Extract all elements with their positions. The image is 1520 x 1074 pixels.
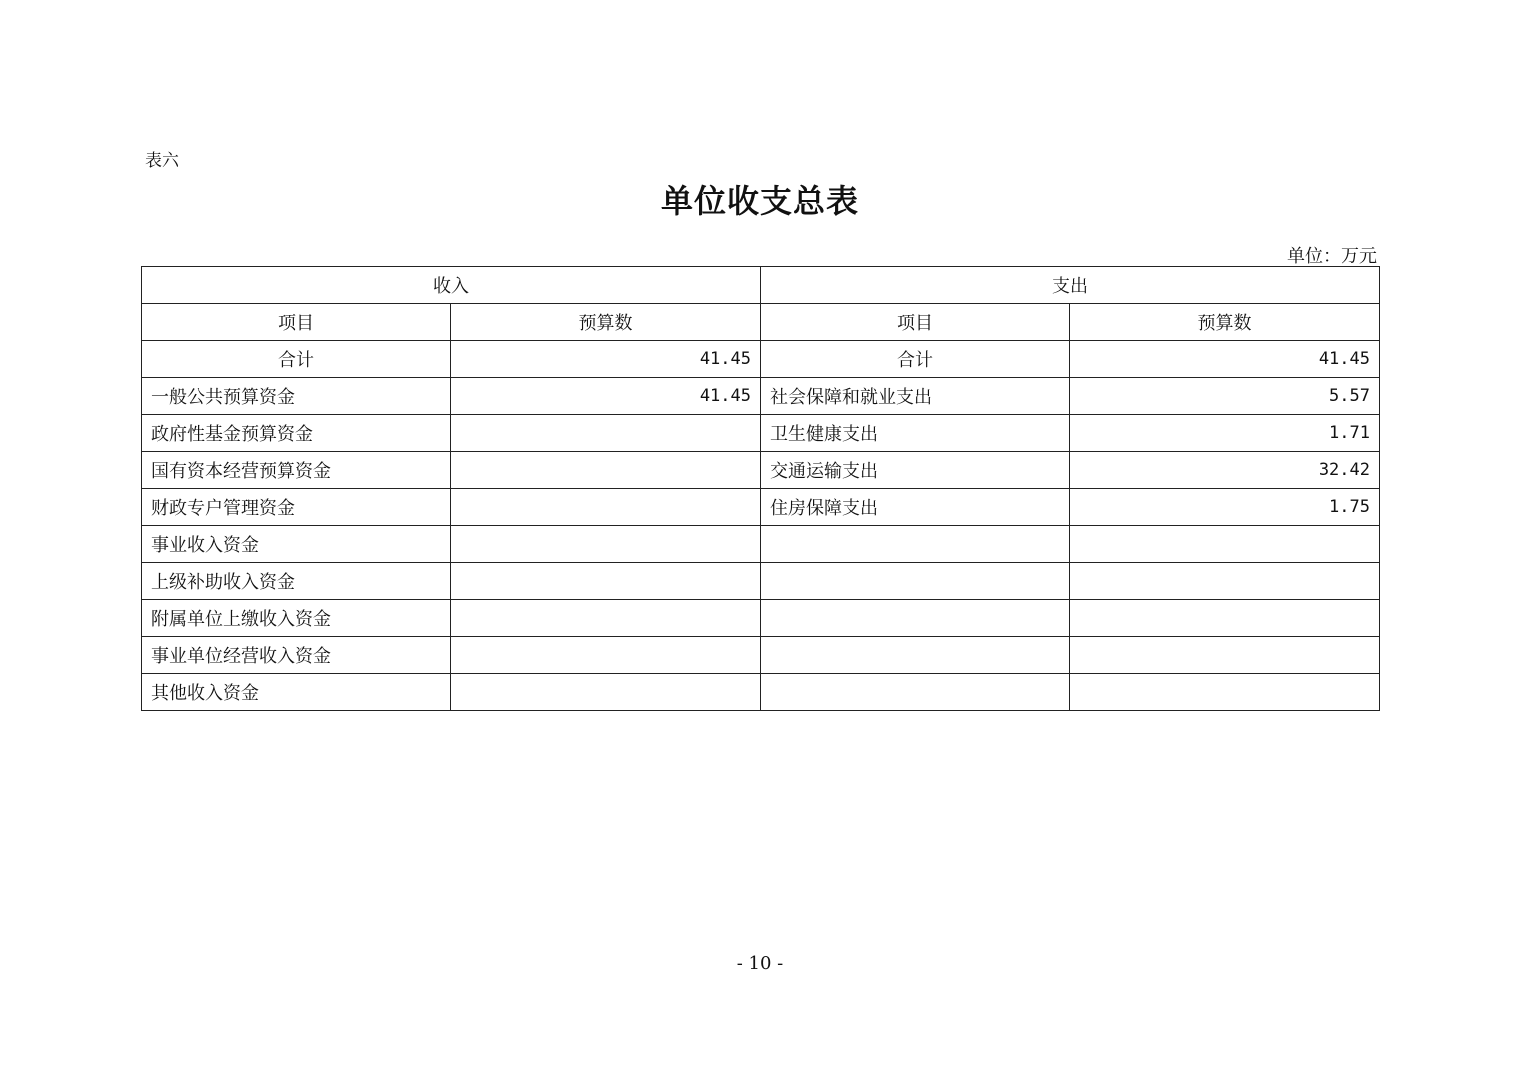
expense-amount-cell: [1070, 563, 1380, 600]
income-item-cell: 其他收入资金: [142, 674, 451, 711]
unit-note: 单位：万元: [1287, 246, 1377, 267]
income-item-cell: 合计: [142, 341, 451, 378]
page-number: - 10 -: [736, 953, 784, 974]
income-budget-column-header: 预算数: [451, 304, 761, 341]
table-row: [142, 563, 1380, 600]
income-amount-cell: [451, 563, 761, 600]
expense-amount-cell: [1070, 600, 1380, 637]
table-row: [142, 600, 1380, 637]
expense-item-cell: [761, 600, 1070, 637]
expense-amount-cell: 32.42: [1070, 452, 1380, 489]
table-row: [142, 526, 1380, 563]
expense-section-header: 支出: [761, 267, 1380, 304]
page-title: 单位收支总表: [660, 182, 859, 220]
expense-item-cell: 卫生健康支出: [761, 415, 1070, 452]
income-amount-cell: 41.45: [451, 378, 761, 415]
income-item-column-header: 项目: [142, 304, 451, 341]
expense-item-cell: [761, 526, 1070, 563]
expense-amount-cell: [1070, 637, 1380, 674]
table-label: 表六: [145, 151, 179, 171]
table-row: [142, 637, 1380, 674]
income-item-cell: 一般公共预算资金: [142, 378, 451, 415]
section-header-row: [142, 267, 1380, 304]
income-item-cell: 附属单位上缴收入资金: [142, 600, 451, 637]
table-row: [142, 378, 1380, 415]
expense-amount-cell: [1070, 674, 1380, 711]
table-row: [142, 415, 1380, 452]
income-amount-cell: [451, 415, 761, 452]
income-amount-cell: [451, 452, 761, 489]
expense-item-cell: [761, 674, 1070, 711]
expense-amount-cell: 5.57: [1070, 378, 1380, 415]
income-item-cell: 国有资本经营预算资金: [142, 452, 451, 489]
expense-item-cell: 住房保障支出: [761, 489, 1070, 526]
income-section-header: 收入: [142, 267, 761, 304]
income-item-cell: 财政专户管理资金: [142, 489, 451, 526]
expense-item-column-header: 项目: [761, 304, 1070, 341]
expense-item-cell: 合计: [761, 341, 1070, 378]
expense-item-cell: [761, 563, 1070, 600]
income-amount-cell: [451, 489, 761, 526]
expense-amount-cell: 1.75: [1070, 489, 1380, 526]
income-item-cell: 事业收入资金: [142, 526, 451, 563]
expense-item-cell: [761, 637, 1070, 674]
income-expense-summary-table: [141, 266, 1380, 711]
table-row: [142, 489, 1380, 526]
expense-budget-column-header: 预算数: [1070, 304, 1380, 341]
income-amount-cell: [451, 600, 761, 637]
table-row: [142, 452, 1380, 489]
income-item-cell: 上级补助收入资金: [142, 563, 451, 600]
income-amount-cell: [451, 637, 761, 674]
expense-amount-cell: [1070, 526, 1380, 563]
income-amount-cell: 41.45: [451, 341, 761, 378]
expense-amount-cell: 41.45: [1070, 341, 1380, 378]
total-row: [142, 341, 1380, 378]
column-header-row: [142, 304, 1380, 341]
expense-item-cell: 交通运输支出: [761, 452, 1070, 489]
income-item-cell: 事业单位经营收入资金: [142, 637, 451, 674]
table-row: [142, 674, 1380, 711]
expense-amount-cell: 1.71: [1070, 415, 1380, 452]
income-amount-cell: [451, 526, 761, 563]
income-item-cell: 政府性基金预算资金: [142, 415, 451, 452]
expense-item-cell: 社会保障和就业支出: [761, 378, 1070, 415]
income-amount-cell: [451, 674, 761, 711]
